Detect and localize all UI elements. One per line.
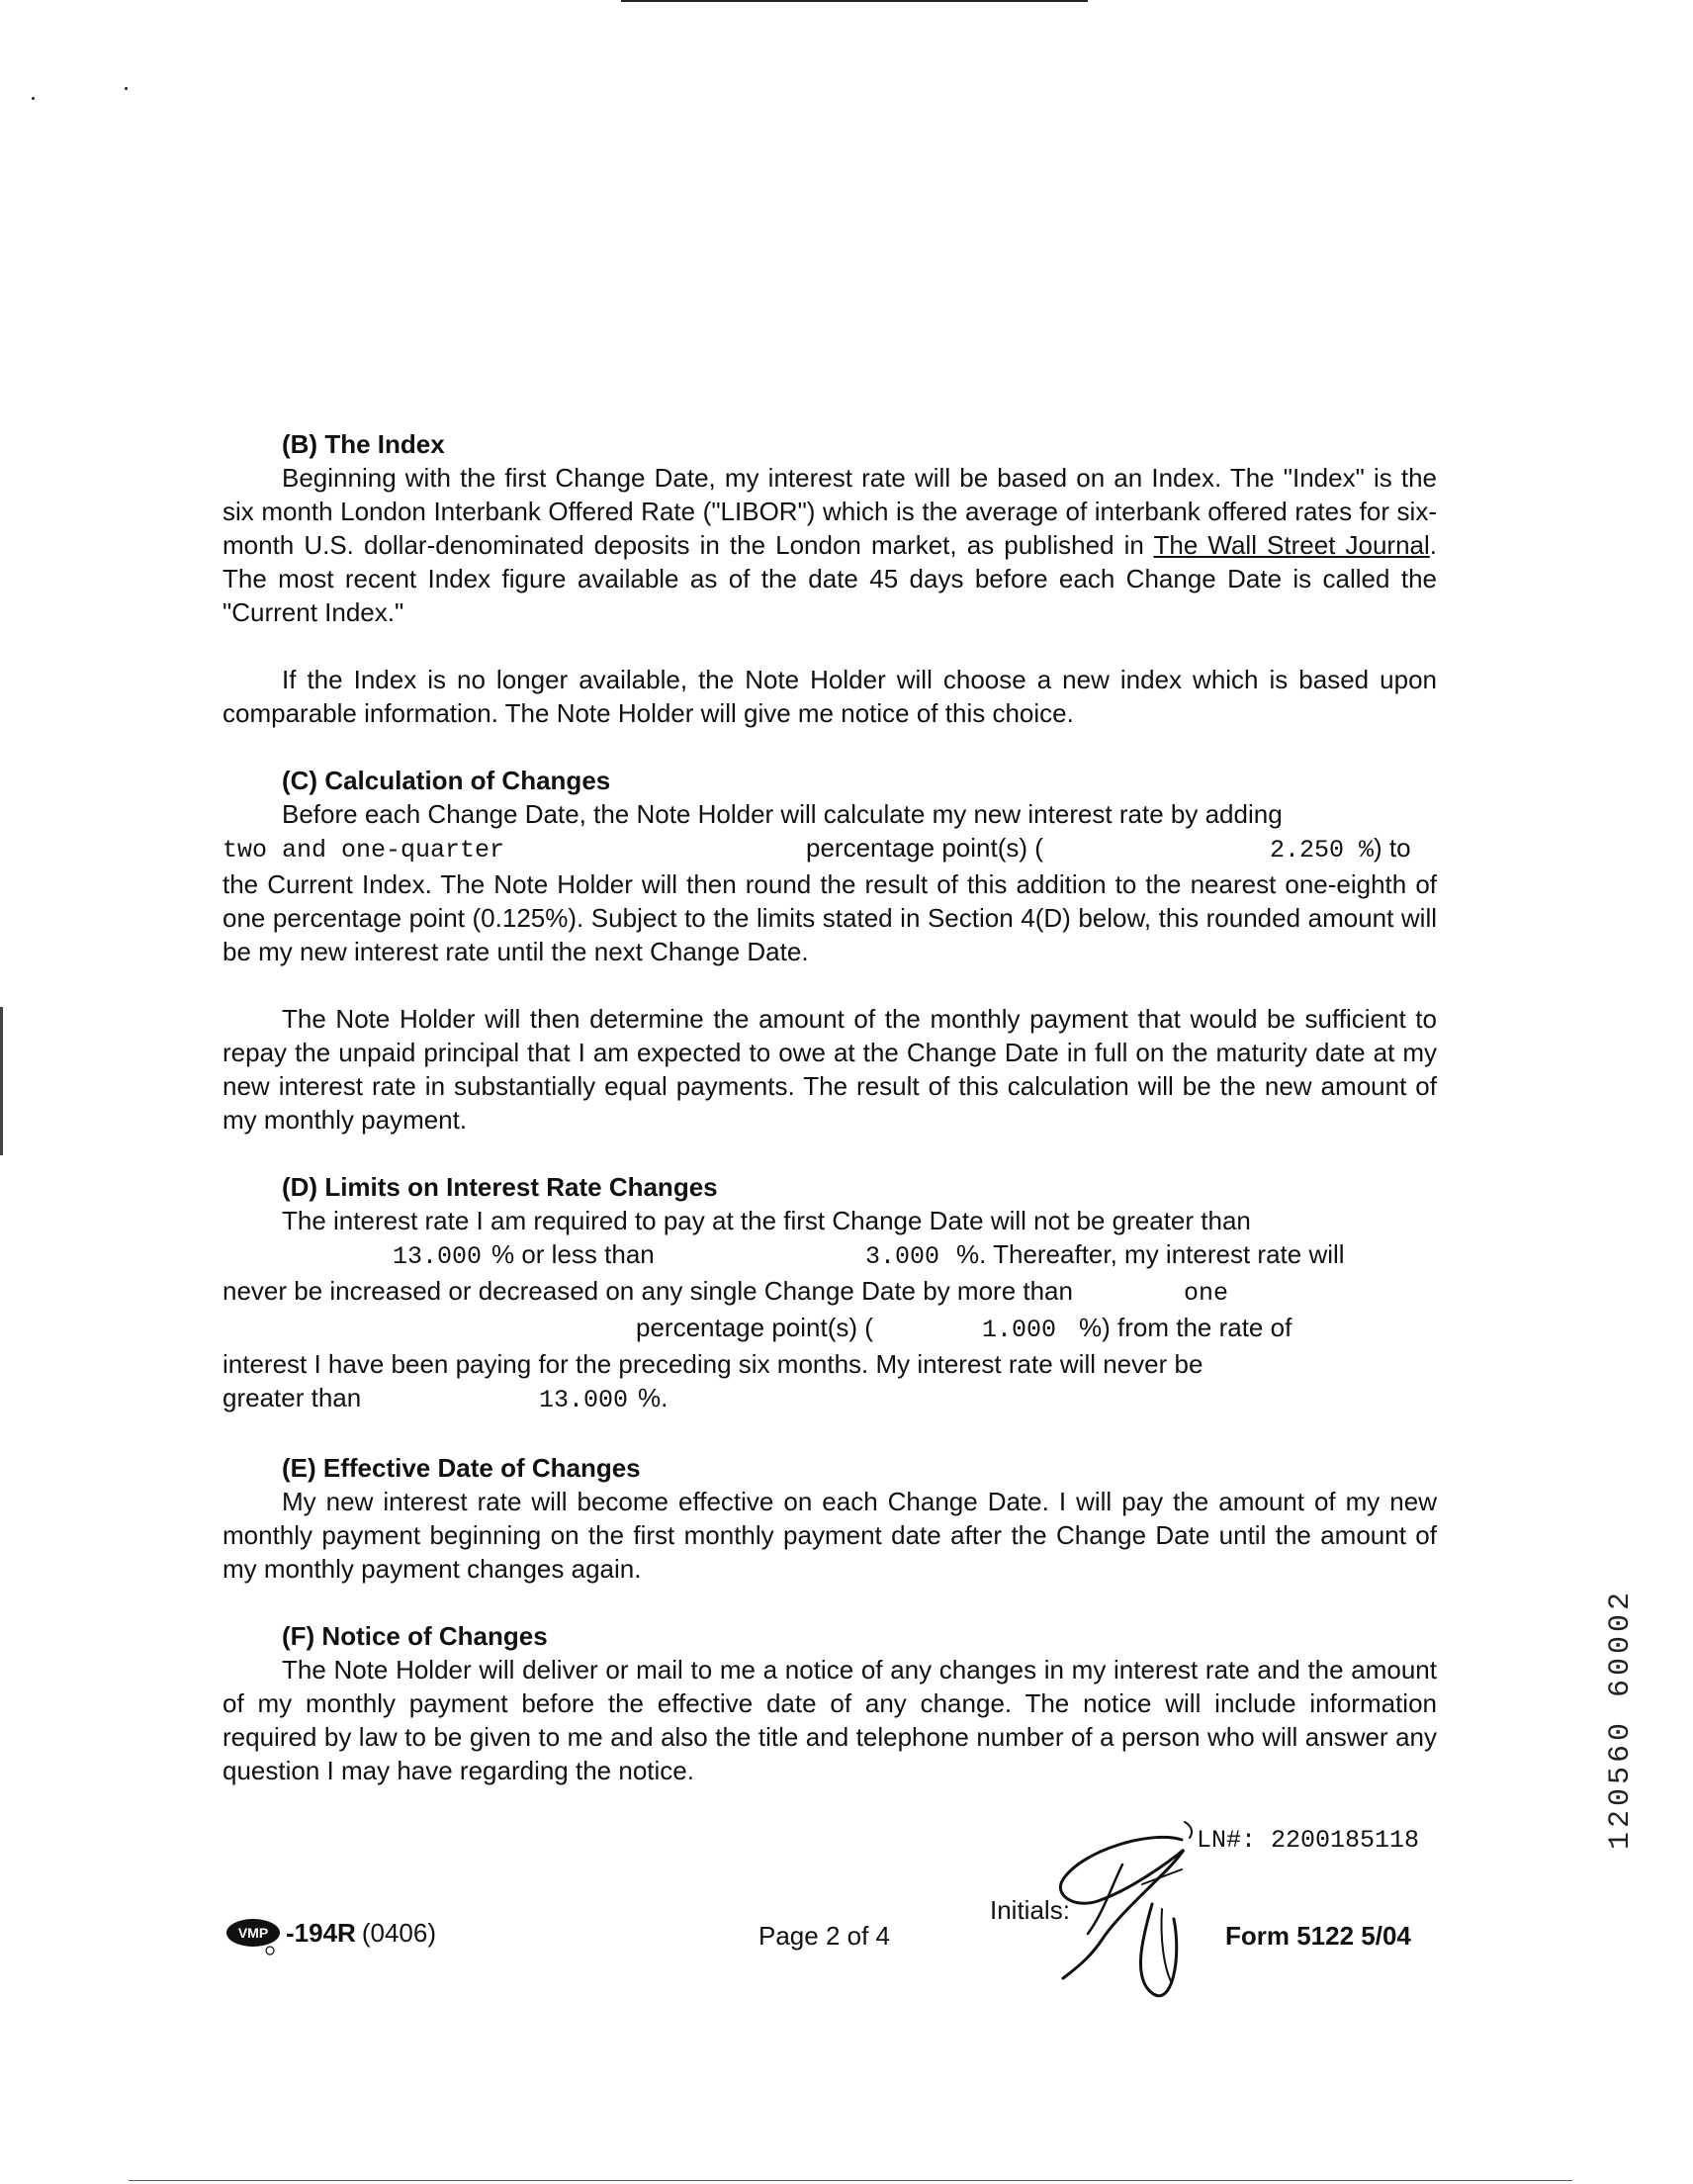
text-run: . The most recent Index figure available as of the date 45 days before each Change Date is called the "Current Index." — [223, 530, 1438, 627]
periodic-percent: 1.000 — [982, 1316, 1057, 1344]
max-first-rate: 13.000 — [393, 1242, 483, 1271]
percent-end: %. — [638, 1383, 668, 1412]
loan-number: LN#: 2200185118 — [1197, 1826, 1420, 1855]
paragraph: the Current Index. The Note Holder will then round the result of this addition to the nearest one-eighth of one percentage point (0.125%). Subject to the limits stated in Section 4(D) below, this rounded amount will be my new interest rate until the next Change Date. — [223, 869, 1437, 966]
paragraph: If the Index is no longer available, the Note Holder will choose a new index which is based upon comparable information. The Note Holder will give me notice of this choice. — [223, 665, 1437, 728]
periodic-pct-line — [223, 1311, 1437, 1347]
section-f-notice — [223, 1619, 1437, 1787]
section-heading: (B) The Index — [282, 429, 445, 459]
scan-speck — [32, 97, 35, 100]
text-run: never be increased or decreased on any single Change Date by more than — [223, 1276, 1073, 1306]
section-heading: (E) Effective Date of Changes — [282, 1453, 641, 1483]
initials-label: Initials: — [990, 1895, 1070, 1925]
page-footer — [223, 1810, 1437, 2028]
scan-edge-mark — [0, 1007, 3, 1155]
form-number: Form 5122 5/04 — [1225, 1921, 1411, 1951]
margin-line — [223, 831, 1437, 867]
page-number: Page 2 of 4 — [758, 1921, 890, 1951]
section-c-payment — [223, 1002, 1437, 1137]
form-version: (0406) — [361, 1917, 436, 1948]
section-e-effective-date — [223, 1451, 1437, 1586]
section-heading: (F) Notice of Changes — [282, 1621, 548, 1651]
journal-title: The Wall Street Journal — [1153, 530, 1430, 560]
paragraph: The interest rate I am required to pay at the first Change Date will not be greater than — [282, 1206, 1251, 1235]
thereafter-text: %. Thereafter, my interest rate will — [956, 1239, 1345, 1269]
lifetime-line — [223, 1381, 1437, 1417]
vmp-form-id — [224, 1917, 436, 1949]
section-d-limits — [223, 1170, 1437, 1417]
or-less-text: % or less than — [491, 1239, 655, 1269]
section-b-fallback — [223, 663, 1437, 730]
paragraph: The Note Holder will deliver or mail to me a notice of any changes in my interest rate and the amount of my monthly payment before the effective date of any change. The notice will include information required by law to be given to me and also the title and telephone number of a person who will answer any question I may have regarding the notice. — [223, 1655, 1437, 1785]
to-text: ) to — [1374, 833, 1411, 863]
pp-label: percentage point(s) ( — [806, 833, 1043, 863]
periodic-words: one — [1184, 1279, 1229, 1308]
vmp-logo-icon — [224, 1917, 282, 1949]
paragraph: My new interest rate will become effective on each Change Date. I will pay the amount of my new monthly payment beginning on the first monthly payment date after the Change Date until the amount of my monthly payment changes again. — [223, 1487, 1437, 1584]
paragraph: interest I have been paying for the preceding six months. My interest rate will never be — [223, 1349, 1203, 1379]
document-body — [223, 427, 1437, 1821]
section-c-calculation — [223, 764, 1437, 968]
paragraph: The Note Holder will then determine the amount of the monthly payment that would be sufficient to repay the unpaid principal that I am expected to owe at the Change Date in full on the maturity date at my new interest rate in substantially equal payments. The result of this calculation will be the new amount of my monthly payment. — [223, 1004, 1437, 1135]
paragraph: Before each Change Date, the Note Holder will calculate my new interest rate by adding — [282, 799, 1283, 829]
handwritten-initials-signature — [1004, 1810, 1231, 2028]
bottom-border-line — [129, 2180, 1572, 2181]
margin-percent: 2.250 % — [1269, 836, 1374, 864]
limits-line — [223, 1237, 1437, 1274]
section-heading: (C) Calculation of Changes — [282, 766, 611, 795]
top-border-line — [621, 0, 1088, 2]
paragraph — [223, 461, 1437, 629]
text-run: Beginning with the first Change Date, my interest rate will be based on an Index. The "Index" is the six month London Interbank Offered Rate ("LIBOR") which is the average of interbank offered rates for six-month U.S. dollar-denominated deposits in the London market, as published in — [223, 463, 1437, 560]
greater-than-text: greater than — [223, 1383, 362, 1412]
section-heading: (D) Limits on Interest Rate Changes — [282, 1172, 718, 1202]
margin-words: two and one-quarter — [223, 836, 505, 864]
min-first-rate: 3.000 — [865, 1242, 940, 1271]
side-document-number: 120560 60002 — [1604, 1589, 1638, 1851]
from-rate-text: %) from the rate of — [1079, 1313, 1292, 1342]
vmp-logo-text: VMP — [237, 1925, 269, 1941]
section-b-index — [223, 427, 1437, 629]
lifetime-max-rate: 13.000 — [539, 1386, 629, 1414]
scan-speck — [125, 87, 128, 90]
pp-label: percentage point(s) ( — [636, 1313, 873, 1342]
form-code: -194R — [286, 1917, 356, 1948]
periodic-line — [223, 1274, 1437, 1311]
